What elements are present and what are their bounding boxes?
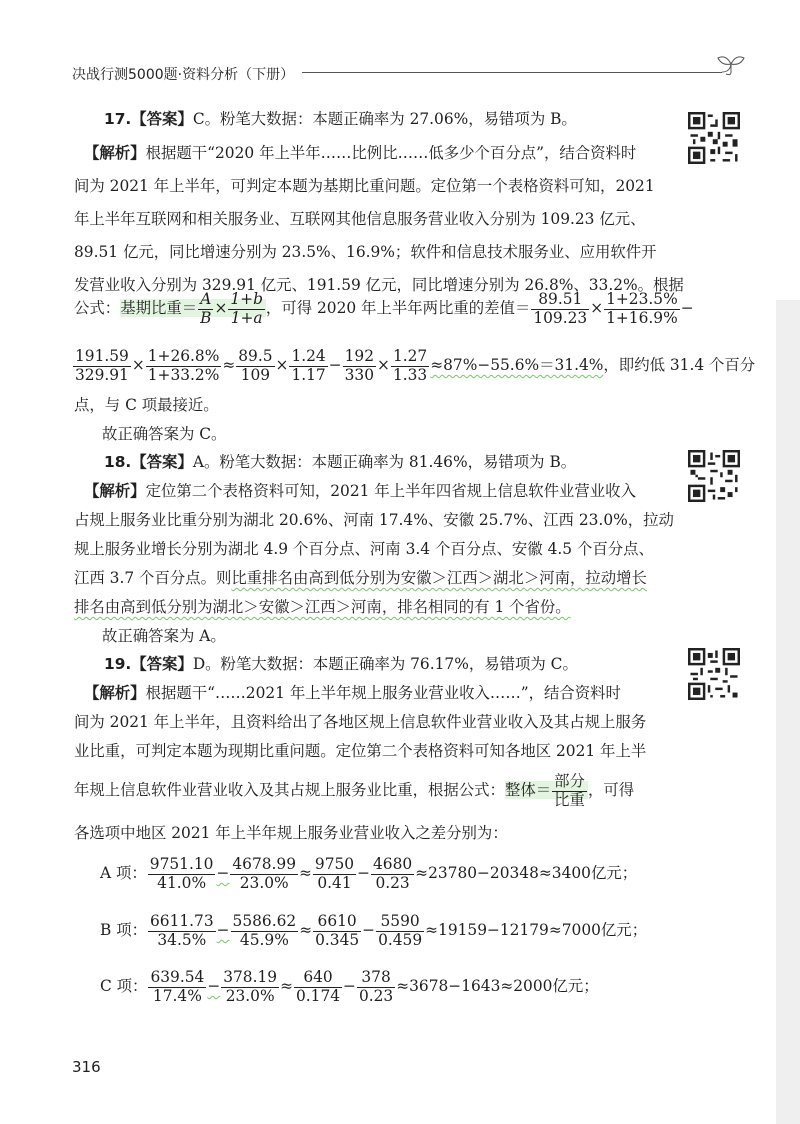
q19-text-2: 间为 2021 年上半年，且资料给出了各地区规上信息软件业营业收入及其占规上服务 [74,713,647,731]
frac-den: 0.41 [317,873,352,892]
frac-num: 4680 [373,854,413,873]
option-result: ≈23780−20348≈3400亿元； [415,864,638,882]
frac-num: 5586.62 [232,911,297,930]
frac-den: 1+16.9% [606,308,678,327]
qr-code-icon[interactable] [688,112,740,164]
frac-den: 329.91 [75,365,129,384]
qr-code-icon[interactable] [688,450,740,502]
frac-den: 0.174 [295,986,341,1005]
frac-den: 109 [240,365,271,384]
option-label: C 项： [100,977,148,995]
frac-den: 0.345 [315,930,360,949]
frac-den: B [200,308,212,327]
frac-num: 378.19 [223,967,278,986]
frac-num: 89.5 [238,346,273,365]
formula-label: 整体＝ [504,781,552,799]
q18-text-4a: 江西 3.7 个百分点。则 [74,569,232,587]
q19-answer-line [104,657,578,672]
frac-num: 640 [294,969,342,988]
frac-den: 1.17 [291,365,326,384]
option-result: ≈19159−12179≈7000亿元； [425,921,648,939]
frac-num: 1+b [230,289,263,308]
frac-den: 109.23 [533,308,588,327]
base-ratio-formula: 基期比重＝ $\frac{A}{B}$ × $\frac{1+b}{1+a}$ [120,299,266,317]
running-header: 决战行测5000题·资料分析（下册） [72,67,295,83]
q18-answer: A。粉笔大数据：本题正确率为 81.46%，易错项为 B。 [192,453,577,471]
frac-den: 0.23 [358,986,394,1005]
q18-analysis-line-1 [84,484,636,499]
option-label: B 项： [100,921,147,939]
qr-code-icon[interactable] [688,648,740,700]
q17-answer: C。粉笔大数据：本题正确率为 27.06%，易错项为 B。 [192,110,577,128]
frac-num: 部分 [554,771,585,790]
frac-num: 9751.10 [149,854,214,873]
q18-text-5: 排名由高到低分别为湖北＞安徽＞江西＞河南，排名相同的有 1 个省份。 [74,598,571,616]
option-row: C 项： $\frac{639.54}{17.4\%}$ − $\frac{378.19}{23.0\%}$ ≈ $\frac{640}{0.174}$ − $\frac{378}{0.23}$ ≈3678−1643≈2000亿元； [100,967,599,1005]
q17-number: 17.【答案】 [104,110,193,128]
frac-den: 34.5% [157,930,207,949]
frac-den: 17.4% [152,986,202,1005]
frac-num: 1.27 [392,346,428,365]
formula-label: 基期比重＝ [120,299,198,317]
frac-num: 6611.73 [149,911,214,930]
q17-calc-result: ≈87%−55.6%＝31.4% [430,356,604,374]
frac-den: 0.23 [375,873,410,892]
frac-den: 23.0% [225,986,275,1005]
frac-num: A [198,291,213,310]
q17-final: 故正确答案为 C。 [102,425,227,443]
q19-answer: D。粉笔大数据：本题正确率为 76.17%，易错项为 C。 [192,655,578,673]
q17-calc-tail: ，即约低 31.4 个百分 [603,356,756,374]
option-result: ≈3678−1643≈2000亿元； [396,977,599,995]
q17-formula-prefix: 公式： [74,299,121,317]
q17-text-1: 根据题干“2020 年上半年……比例比……低多少个百分点”，结合资料时 [145,144,637,162]
frac-num: 378 [357,969,395,988]
q17-formula-mid: ，可得 2020 年上半年两比重的差值＝ [265,299,531,317]
option-row: B 项： $\frac{6611.73}{34.5\%}$ − $\frac{5586.62}{45.9\%}$ ≈ $\frac{6610}{0.345}$ − $\frac{5590}{0.459}$ ≈19159−12179≈7000亿元； [100,911,648,949]
q19-text-4: 年规上信息软件业营业收入及其占规上服务业比重，根据公式： [74,781,505,799]
q19-text-1: 根据题干“……2021 年上半年规上服务业营业收入……”，结合资料时 [145,684,621,702]
q17-text-2: 间为 2021 年上半年，可判定本题为基期比重问题。定位第一个表格资料可知，2021 [74,177,655,195]
q17-answer-line [104,112,577,127]
q19-text-5: 各选项中地区 2021 年上半年规上服务业营业收入之差分别为： [74,824,508,842]
q17-analysis-tag: 【解析】 [84,144,146,162]
q18-text-4b: 比重排名由高到低分别为安徽＞江西＞湖北＞河南，拉动增长 [231,569,647,587]
header-rule [302,72,722,73]
frac-den: 45.9% [239,930,289,949]
current-ratio-formula [504,771,588,809]
sprout-icon [716,52,746,78]
frac-num: 89.51 [531,291,589,310]
q19-analysis-tag: 【解析】 [84,684,146,702]
frac-num: 192 [344,346,375,365]
q18-text-3: 规上服务业增长分别为湖北 4.9 个百分点、河南 3.4 个百分点、安徽 4.5 个百分点、 [74,540,654,558]
q18-text-2: 占规上服务业比重分别为湖北 20.6%、河南 17.4%、安徽 25.7%、江西 23.0%，拉动 [74,511,674,529]
q18-line-4 [74,571,647,586]
q17-analysis-line-1 [84,146,636,161]
frac-den: 1+33.2% [147,365,220,384]
q18-answer-line [104,455,576,470]
frac-den: 1.33 [392,365,428,384]
frac-num: 9750 [314,854,355,873]
frac-num: 639.54 [150,967,205,986]
frac-den: 41.0% [157,873,207,892]
frac-num: 1+23.5% [606,289,678,308]
frac-den: 330 [344,365,375,384]
page-edge-strip [776,300,800,1124]
frac-den: 23.0% [239,873,289,892]
frac-den: 0.459 [378,930,423,949]
q17-text-8: 点，与 C 项最接近。 [74,396,219,414]
q19-analysis-line-1 [84,686,621,701]
frac-num: 4678.99 [232,854,297,873]
q18-analysis-tag: 【解析】 [84,482,146,500]
q18-number: 18.【答案】 [104,453,193,471]
q17-text-4: 89.51 亿元，同比增速分别为 23.5%、16.9%；软件和信息技术服务业、应用软件开 [74,243,657,261]
option-row: A 项： $\frac{9751.10}{41.0\%}$ − $\frac{4678.99}{23.0\%}$ ≈ $\frac{9750}{0.41}$ − $\frac{4680}{0.23}$ ≈23780−20348≈3400亿元； [100,854,638,892]
q17-text-3: 年上半年互联网和相关服务业、互联网其他信息服务营业收入分别为 109.23 亿元、 [74,210,646,228]
frac-num: 1.24 [291,346,326,365]
q17-calc-line: $\frac{191.59}{329.91}$ × $\frac{1+26.8\%}{1+33.2\%}$ ≈ $\frac{89.5}{109}$ × $\frac{1.24}{1.17}$ − $\frac{192}{330}$ × $\frac{1.27}{1.33}$ ≈87%−55.6%＝31.4%，即约低 31.4 个百分 [75,346,756,384]
q18-final: 故正确答案为 A。 [102,627,226,645]
q18-text-1: 定位第二个表格资料可知，2021 年上半年四省规上信息软件业营业收入 [145,482,636,500]
q19-text-4-tail: ，可得 [587,781,635,799]
frac-num: 6610 [313,913,361,932]
q19-number: 19.【答案】 [104,655,193,673]
frac-den: 1+a [230,308,263,327]
q17-formula-line: 公式：基期比重＝ $\frac{A}{B}$ × $\frac{1+b}{1+a}$ ，可得 2020 年上半年两比重的差值＝ $\frac{89.51}{109.23}$ × $\frac{1+23.5\%}{1+16.9\%}$ − [74,289,694,327]
frac-den: 比重 [554,790,585,809]
page-number: 316 [72,1058,101,1076]
q17-text-5: 发营业收入分别为 329.91 亿元、191.59 亿元，同比增速分别为 26.8%、33.2%。根据 [74,276,684,294]
option-label: A 项： [100,864,147,882]
frac-num: 191.59 [75,346,129,365]
frac-num: 1+26.8% [147,346,220,365]
q19-formula-line [74,770,634,810]
q19-text-3: 业比重，可判定本题为现期比重问题。定位第二个表格资料可知各地区 2021 年上半 [74,742,647,760]
frac-num: 5590 [376,913,424,932]
